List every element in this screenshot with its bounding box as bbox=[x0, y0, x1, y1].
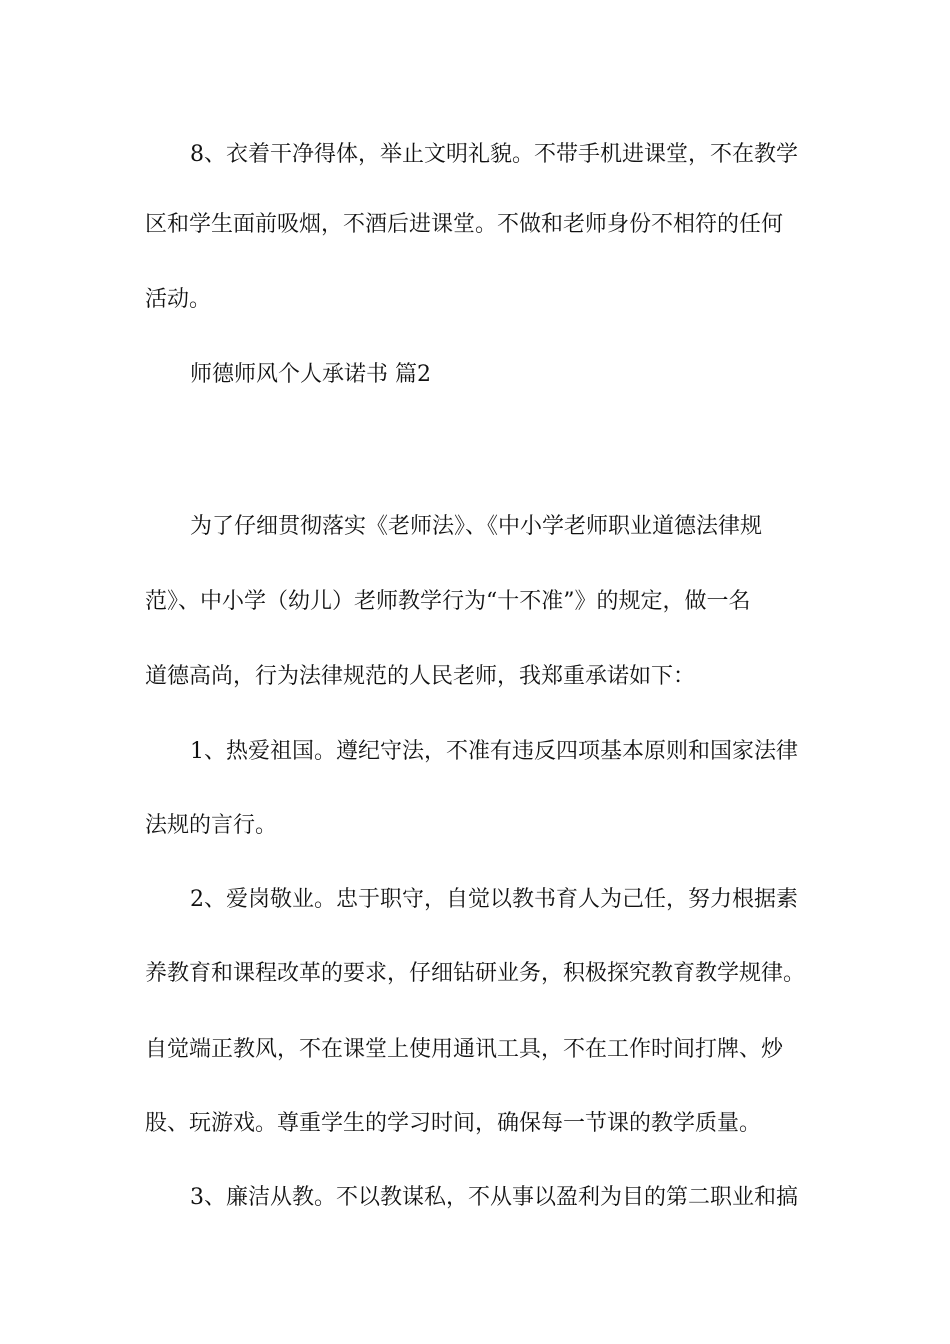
intro-line-2: 范》、中小学（幼儿）老师教学行为“十不准”》的规定，做一名 bbox=[145, 589, 751, 614]
item-2-line-4: 股、玩游戏。尊重学生的学习时间，确保每一节课的教学质量。 bbox=[145, 1111, 762, 1136]
item-8-line-3: 活动。 bbox=[145, 287, 212, 312]
item-1-line-1: 1、热爱祖国。遵纪守法，不准有违反四项基本原则和国家法律 bbox=[190, 739, 798, 764]
item-8-line-1: 8、衣着干净得体，举止文明礼貌。不带手机进课堂，不在教学 bbox=[190, 142, 798, 167]
intro-line-1: 为了仔细贯彻落实《老师法》、《中小学老师职业道德法律规 bbox=[190, 514, 763, 539]
item-2-line-2: 养教育和课程改革的要求，仔细钻研业务，积极探究教育教学规律。 bbox=[145, 961, 806, 986]
section-heading: 师德师风个人承诺书 篇2 bbox=[190, 362, 431, 387]
intro-line-3: 道德高尚，行为法律规范的人民老师，我郑重承诺如下： bbox=[145, 664, 696, 689]
item-2-line-3: 自觉端正教风，不在课堂上使用通讯工具，不在工作时间打牌、炒 bbox=[145, 1037, 784, 1062]
item-8-line-2: 区和学生面前吸烟，不酒后进课堂。不做和老师身份不相符的任何 bbox=[145, 212, 784, 237]
item-3-line-1: 3、廉洁从教。不以教谋私，不从事以盈利为目的第二职业和搞 bbox=[190, 1185, 798, 1210]
item-2-line-1: 2、爱岗敬业。忠于职守，自觉以教书育人为己任，努力根据素 bbox=[190, 887, 798, 912]
item-1-line-2: 法规的言行。 bbox=[145, 813, 278, 838]
